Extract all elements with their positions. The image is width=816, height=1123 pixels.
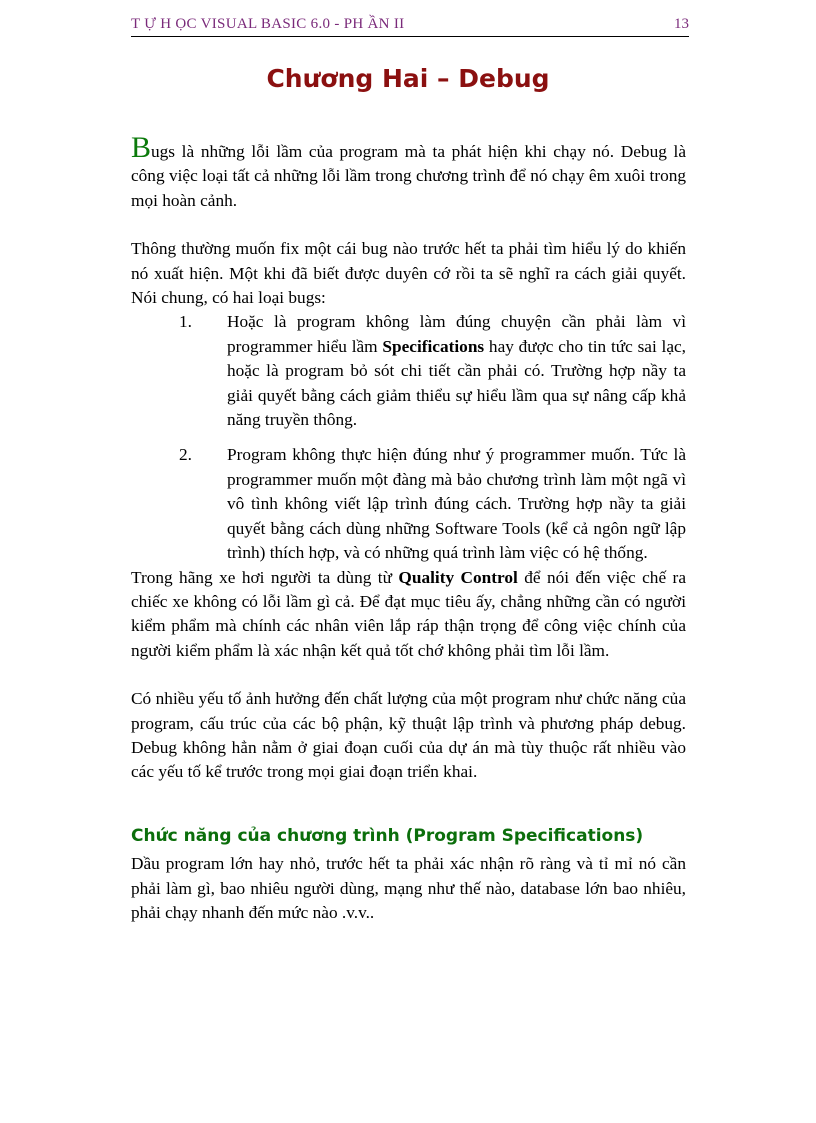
document-body — [131, 131, 686, 925]
list-item-text: Hoặc là program không làm đúng chuyện cần phải làm vì programmer hiểu lầm — [227, 312, 686, 356]
intro-paragraph — [131, 131, 686, 213]
list-item-bold-term: Specifications — [382, 336, 485, 356]
list-item-text: hay được cho tin tức sai lạc, hoặc là program bỏ sót chi tiết cần phải có. Trường hợp nầy ta giải quyết bằng cách giảm thiểu sự hiểu lầm qua sự nâng cấp khả năng truyền thông. — [227, 336, 686, 430]
chapter-title: Chương Hai – Debug — [266, 64, 550, 93]
list-item — [131, 443, 686, 565]
factors-paragraph: Có nhiều yếu tố ảnh hưởng đến chất lượng của một program như chức năng của program, cấu trúc của các bộ phận, kỹ thuật lập trình và phương pháp debug. Debug không hẳn nằm ở giai đoạn cuối của dự án mà tùy thuộc rất nhiều vào các yếu tố kể trước trong mọi giai đoạn triển khai. — [131, 689, 686, 782]
causes-paragraph: Thông thường muốn fix một cái bug nào trước hết ta phải tìm hiểu lý do khiến nó xuất hiện. Một khi đã biết được duyên cớ rồi ta sẽ nghĩ ra cách giải quyết. Nói chung, có hai loại bugs: — [131, 239, 686, 308]
paragraph-text: Trong hãng xe hơi người ta dùng từ — [131, 567, 399, 587]
list-item-text: Program không thực hiện đúng như ý programmer muốn. Tức là programmer muốn một đàng mà bảo chương trình làm một ngã vì vô tình không viết lập trình đúng cách. Trường hợp nầy ta giải quyết bằng cách dùng những Software Tools (kể cả ngôn ngữ lập trình) thích hợp, và có những quá trình làm việc có hệ thống. — [227, 445, 686, 563]
section-heading: Chức năng của chương trình (Program Specifications) — [131, 825, 644, 846]
page-number: 13 — [674, 16, 689, 32]
page-header — [131, 14, 689, 37]
drop-cap: B — [131, 131, 152, 164]
bug-types-list — [131, 310, 686, 565]
paragraph-text: để nói đến việc chế ra chiếc xe không có lỗi lầm gì cả. Để đạt mục tiêu ấy, chẳng những cần có người kiểm phẩm mà chính các nhân viên lắp ráp thận trọng để công việc chính của người kiểm phẩm là xác nhận kết quả tốt chớ không phải tìm lỗi lầm. — [131, 567, 686, 660]
list-item-number: 2. — [179, 445, 192, 465]
list-item-number: 1. — [179, 312, 192, 332]
bold-term: Quality Control — [398, 567, 518, 587]
list-item — [131, 310, 686, 432]
intro-text: ugs là những lỗi lầm của program mà ta phát hiện khi chạy nó. Debug là công việc loại tất cả những lỗi lầm trong chương trình để nó chạy êm xuôi trong mọi hoàn cảnh. — [131, 142, 686, 210]
header-title: T Ự H ỌC VISUAL BASIC 6.0 - PH ẦN II — [131, 16, 405, 32]
quality-control-paragraph — [131, 566, 686, 664]
section-paragraph: Dầu program lớn hay nhỏ, trước hết ta phải xác nhận rõ ràng và tỉ mỉ nó cần phải làm gì, bao nhiêu người dùng, mạng như thế nào, database lớn bao nhiêu, phải chạy nhanh đến mức nào .v.v.. — [131, 854, 686, 922]
